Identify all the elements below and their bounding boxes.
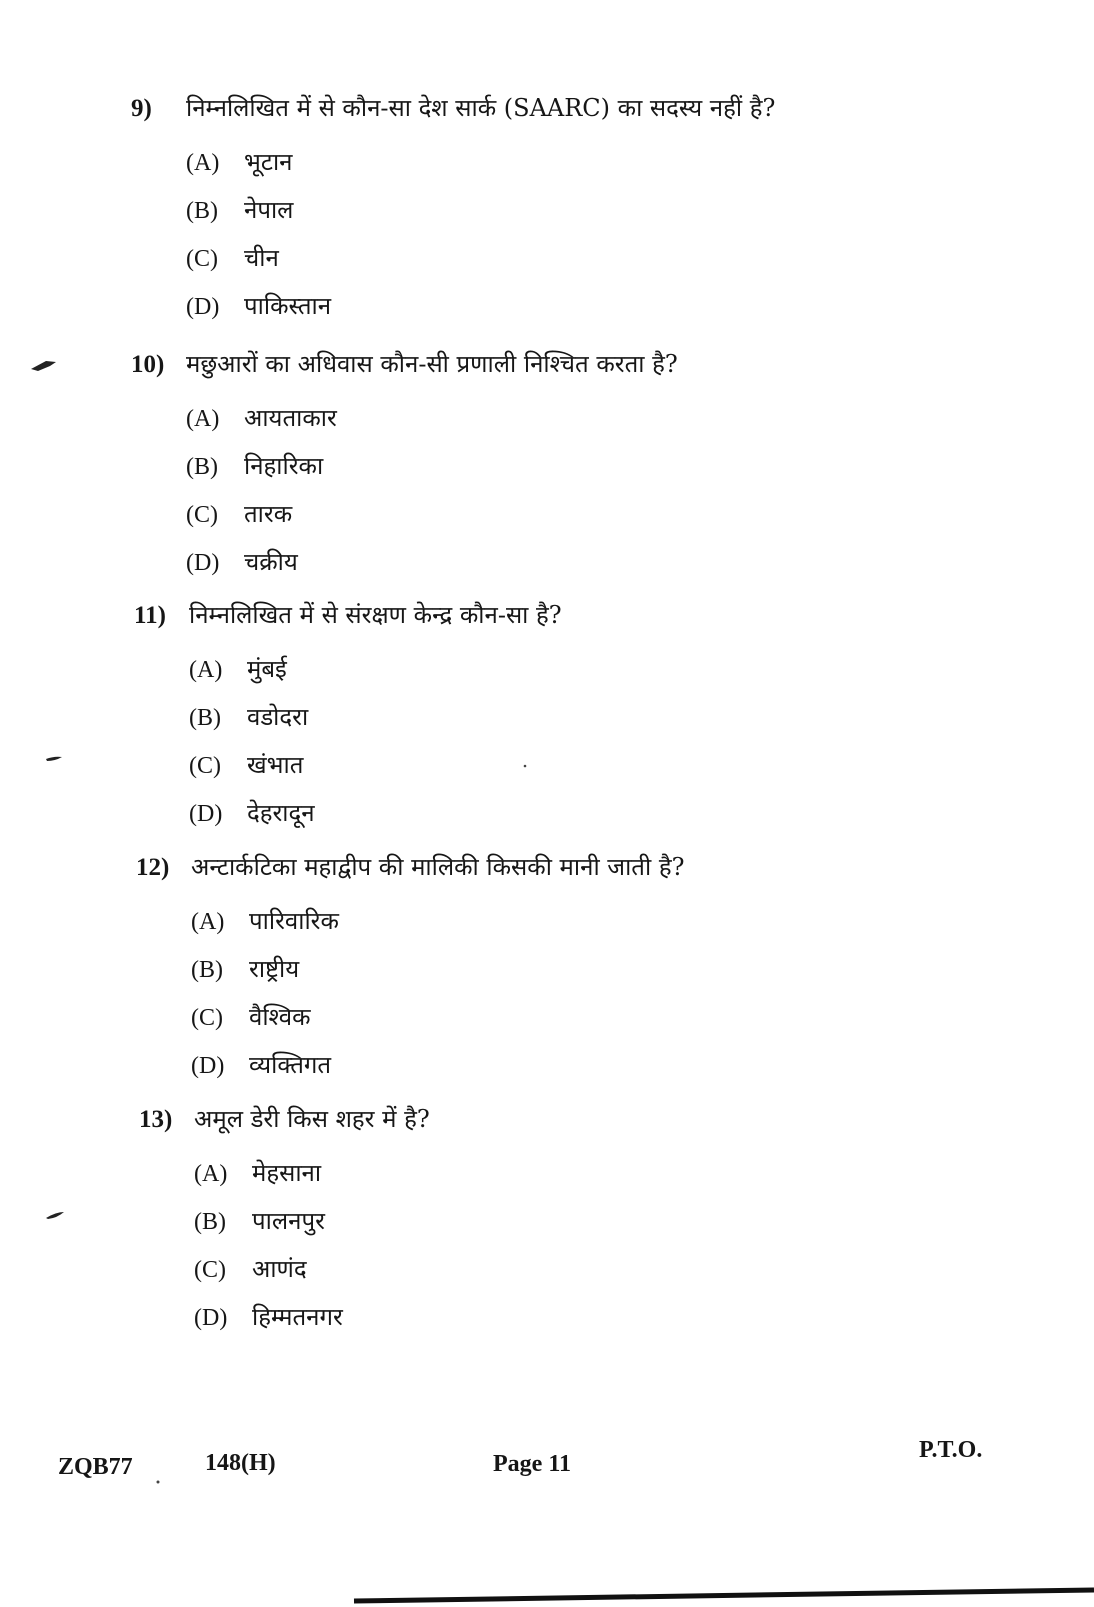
option-text: देहरादून bbox=[247, 799, 315, 827]
option-b bbox=[191, 945, 996, 993]
footer-page-number: Page 11 bbox=[493, 1451, 571, 1477]
options-list bbox=[186, 138, 991, 330]
footer-paper-code: 148(H) bbox=[205, 1450, 276, 1476]
scan-mark bbox=[31, 361, 56, 371]
question-line bbox=[131, 91, 991, 125]
option-b bbox=[186, 442, 991, 490]
option-label: (D) bbox=[186, 550, 220, 576]
option-a bbox=[186, 394, 991, 442]
option-c bbox=[186, 490, 991, 538]
options-list bbox=[191, 897, 996, 1089]
options-list bbox=[186, 394, 991, 586]
option-text: राष्ट्रीय bbox=[249, 955, 300, 983]
question-text: अन्टार्कटिका महाद्वीप की मालिकी किसकी मानी जाती है? bbox=[191, 853, 685, 881]
option-text: चीन bbox=[244, 244, 279, 272]
page-bottom-edge bbox=[354, 1590, 1094, 1601]
option-label: (D) bbox=[189, 801, 223, 827]
question-line bbox=[136, 850, 996, 884]
question-line bbox=[131, 347, 991, 381]
option-text: खंभात bbox=[247, 751, 304, 779]
question-number: 13) bbox=[139, 1106, 173, 1133]
option-c bbox=[186, 234, 991, 282]
option-d bbox=[189, 789, 994, 837]
options-list bbox=[189, 645, 994, 837]
question-13 bbox=[139, 1102, 999, 1341]
question-text: निम्नलिखित में से संरक्षण केन्द्र कौन-सा है? bbox=[189, 601, 562, 629]
option-text: हिम्मतनगर bbox=[252, 1303, 343, 1331]
option-d bbox=[186, 538, 991, 586]
scan-mark bbox=[46, 1212, 64, 1219]
option-label: (A) bbox=[186, 150, 220, 176]
option-text: मेहसाना bbox=[252, 1159, 322, 1187]
option-b bbox=[186, 186, 991, 234]
option-a bbox=[194, 1149, 999, 1197]
scan-dot bbox=[157, 1481, 160, 1484]
option-label: (B) bbox=[186, 454, 218, 480]
option-c bbox=[194, 1245, 999, 1293]
question-number: 9) bbox=[131, 95, 152, 122]
question-10 bbox=[131, 347, 991, 586]
option-text: वैश्विक bbox=[249, 1003, 311, 1031]
footer-exam-code: ZQB77 bbox=[58, 1454, 133, 1480]
option-label: (C) bbox=[189, 753, 221, 779]
option-d bbox=[186, 282, 991, 330]
option-label: (D) bbox=[194, 1305, 228, 1331]
option-label: (B) bbox=[189, 705, 221, 731]
option-c bbox=[191, 993, 996, 1041]
option-text: चक्रीय bbox=[244, 548, 298, 576]
question-line bbox=[134, 598, 994, 632]
option-label: (A) bbox=[189, 657, 223, 683]
option-label: (B) bbox=[191, 957, 223, 983]
option-label: (C) bbox=[191, 1005, 223, 1031]
question-text: अमूल डेरी किस शहर में है? bbox=[194, 1105, 430, 1133]
option-text: भूटान bbox=[244, 148, 293, 176]
option-b bbox=[194, 1197, 999, 1245]
option-text: तारक bbox=[244, 500, 293, 528]
option-text: पारिवारिक bbox=[249, 907, 339, 935]
question-number: 10) bbox=[131, 351, 165, 378]
scan-mark bbox=[46, 757, 62, 761]
option-label: (B) bbox=[186, 198, 218, 224]
option-text: वडोदरा bbox=[247, 703, 309, 731]
option-label: (B) bbox=[194, 1209, 226, 1235]
option-text: पाकिस्तान bbox=[244, 292, 332, 320]
question-number: 11) bbox=[134, 602, 166, 629]
question-9 bbox=[131, 91, 991, 330]
option-label: (C) bbox=[194, 1257, 226, 1283]
option-text: आणंद bbox=[252, 1255, 307, 1283]
question-text: मछुआरों का अधिवास कौन-सी प्रणाली निश्चित करता है? bbox=[186, 350, 678, 378]
footer-pto: P.T.O. bbox=[919, 1437, 983, 1463]
option-text: मुंबई bbox=[247, 655, 287, 683]
option-a bbox=[189, 645, 994, 693]
options-list bbox=[194, 1149, 999, 1341]
option-text: निहारिका bbox=[244, 452, 324, 480]
option-label: (D) bbox=[186, 294, 220, 320]
option-label: (D) bbox=[191, 1053, 225, 1079]
option-d bbox=[191, 1041, 996, 1089]
option-a bbox=[191, 897, 996, 945]
option-d bbox=[194, 1293, 999, 1341]
option-label: (A) bbox=[186, 406, 220, 432]
question-text: निम्नलिखित में से कौन-सा देश सार्क (SAARC) का सदस्य नहीं है? bbox=[186, 94, 776, 122]
option-a bbox=[186, 138, 991, 186]
option-text: व्यक्तिगत bbox=[249, 1051, 332, 1079]
option-b bbox=[189, 693, 994, 741]
option-text: नेपाल bbox=[244, 196, 294, 224]
question-number: 12) bbox=[136, 854, 170, 881]
option-label: (A) bbox=[194, 1161, 228, 1187]
option-label: (C) bbox=[186, 502, 218, 528]
option-text: पालनपुर bbox=[252, 1207, 325, 1235]
question-12 bbox=[136, 850, 996, 1089]
option-c bbox=[189, 741, 994, 789]
question-11 bbox=[134, 598, 994, 837]
option-text: आयताकार bbox=[244, 404, 337, 432]
option-label: (A) bbox=[191, 909, 225, 935]
option-label: (C) bbox=[186, 246, 218, 272]
question-line bbox=[139, 1102, 999, 1136]
